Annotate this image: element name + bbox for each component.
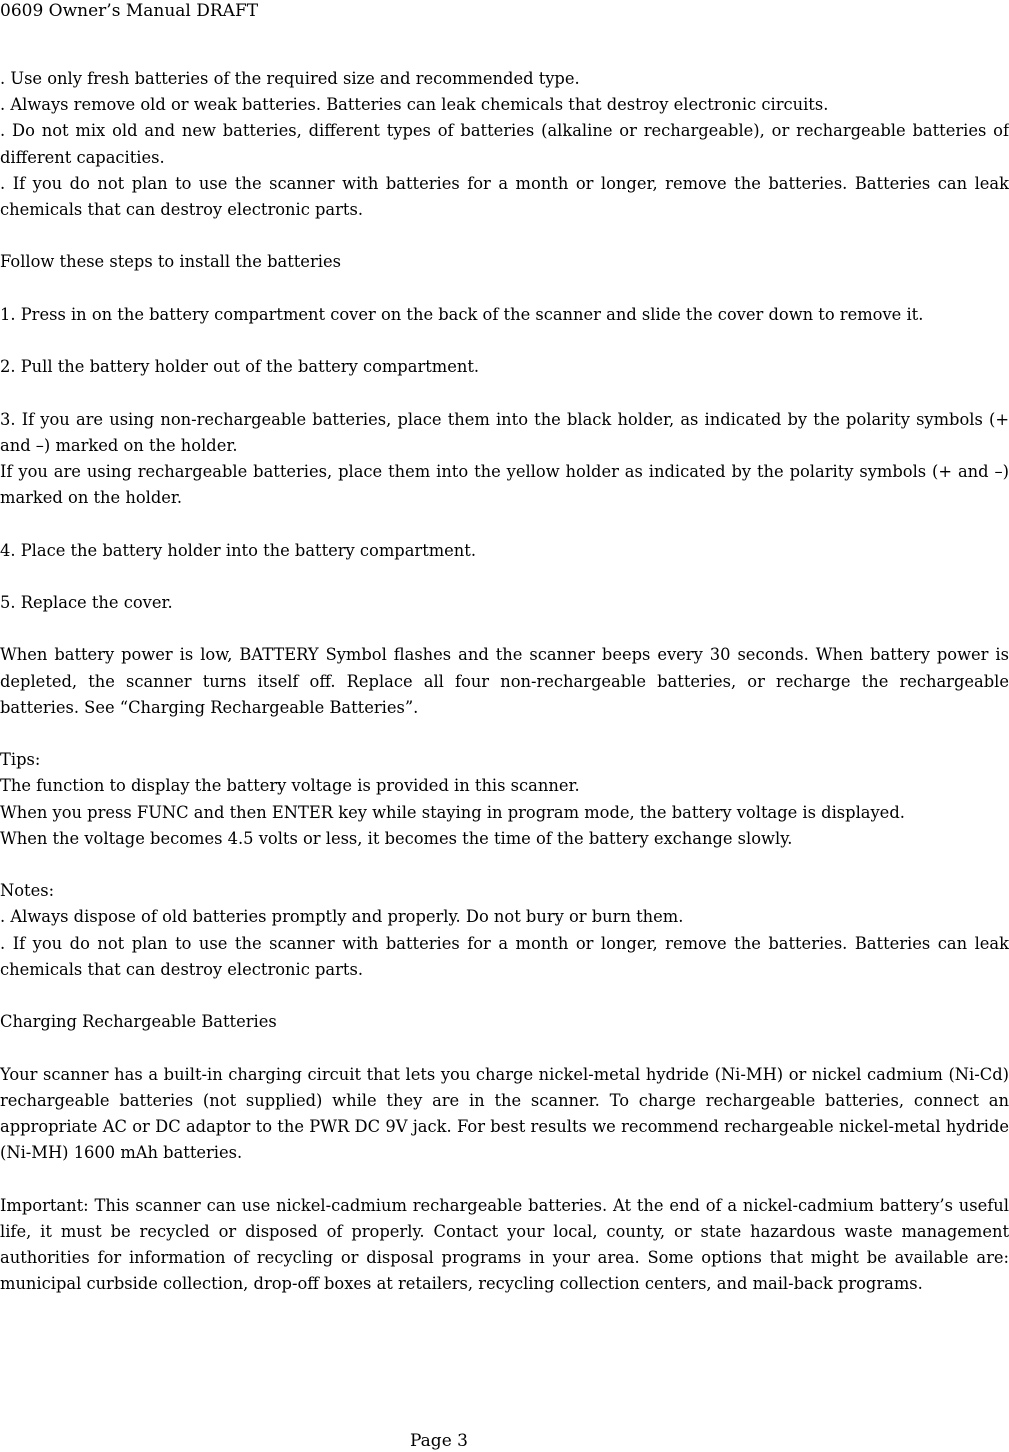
spacer <box>0 721 1009 747</box>
page-number: Page 3 <box>410 1431 468 1451</box>
document-header: 0609 Owner’s Manual DRAFT <box>0 1 259 21</box>
notes-line: . If you do not plan to use the scanner with batteries for a month or longer, remove the batteries. Batteries can leak chemicals that can destroy electronic parts. <box>0 933 1009 979</box>
tips-line: The function to display the battery voltage is provided in this scanner. <box>0 776 580 796</box>
tips-line: When the voltage becomes 4.5 volts or less, it becomes the time of the battery exchange slowly. <box>0 828 793 848</box>
tips-heading: Tips: <box>0 750 41 770</box>
spacer <box>0 223 1009 249</box>
low-power-paragraph: When battery power is low, BATTERY Symbol flashes and the scanner beeps every 30 seconds. When battery power is depleted, the scanner turns itself off. Replace all four non-rechargeable batteries, or recharge the rechargeable batteries. See “Charging Rechargeable Batteries”. <box>0 645 1009 717</box>
notes-heading: Notes: <box>0 881 55 901</box>
spacer <box>0 852 1009 878</box>
install-step-2: 2. Pull the battery holder out of the battery compartment. <box>0 357 480 377</box>
battery-warning: . If you do not plan to use the scanner with batteries for a month or longer, remove the batteries. Batteries can leak chemicals that can destroy electronic parts. <box>0 173 1009 220</box>
charging-paragraph: Your scanner has a built-in charging circuit that lets you charge nickel-metal hydride (Ni-MH) or nickel cadmium (Ni-Cd) rechargeable batteries (not supplied) while they are in the scanner. To charge rechargeable batteries, connect an appropriate AC or DC adaptor to the PWR DC 9V jack. For best results we recommend rechargeable nickel-metal hydride (Ni-MH) 1600 mAh batteries. <box>0 1064 1009 1163</box>
install-step-1: 1. Press in on the battery compartment cover on the back of the scanner and slide the cover down to remove it. <box>0 304 924 324</box>
battery-warning: . Always remove old or weak batteries. Batteries can leak chemicals that destroy electronic circuits. <box>0 95 829 115</box>
install-step-5: 5. Replace the cover. <box>0 592 173 612</box>
spacer <box>0 983 1009 1009</box>
spacer <box>0 276 1009 302</box>
important-paragraph: Important: This scanner can use nickel-cadmium rechargeable batteries. At the end of a nickel-cadmium battery’s useful life, it must be recycled or disposed of properly. Contact your local, county, or state hazardous waste management authorities for information of recycling or disposal programs in your area. Some options that might be available are: municipal curbside collection, drop-off boxes at retailers, recycling collection centers, and mail-back programs. <box>0 1195 1009 1294</box>
install-step-4: 4. Place the battery holder into the battery compartment. <box>0 540 477 560</box>
spacer <box>0 616 1009 642</box>
install-intro: Follow these steps to install the batteries <box>0 252 341 272</box>
spacer <box>0 1035 1009 1061</box>
spacer <box>0 1166 1009 1192</box>
battery-warning: . Do not mix old and new batteries, different types of batteries (alkaline or rechargeable), or rechargeable batteries of different capacities. <box>0 121 1009 167</box>
notes-line: . Always dispose of old batteries promptly and properly. Do not bury or burn them. <box>0 907 684 927</box>
spacer <box>0 564 1009 590</box>
spacer <box>0 328 1009 354</box>
spacer <box>0 511 1009 537</box>
tips-line: When you press FUNC and then ENTER key while staying in program mode, the battery voltage is displayed. <box>0 802 905 822</box>
charging-heading: Charging Rechargeable Batteries <box>0 1012 277 1032</box>
install-step-3: 3. If you are using non-rechargeable batteries, place them into the black holder, as indicated by the polarity symbols (+ and –) marked on the holder. <box>0 409 1009 455</box>
spacer <box>0 380 1009 406</box>
install-step-3-rechargeable: If you are using rechargeable batteries, place them into the yellow holder as indicated by the polarity symbols (+ and –) marked on the holder. <box>0 461 1009 508</box>
document-body <box>0 66 1009 1297</box>
battery-warning: . Use only fresh batteries of the required size and recommended type. <box>0 69 580 88</box>
